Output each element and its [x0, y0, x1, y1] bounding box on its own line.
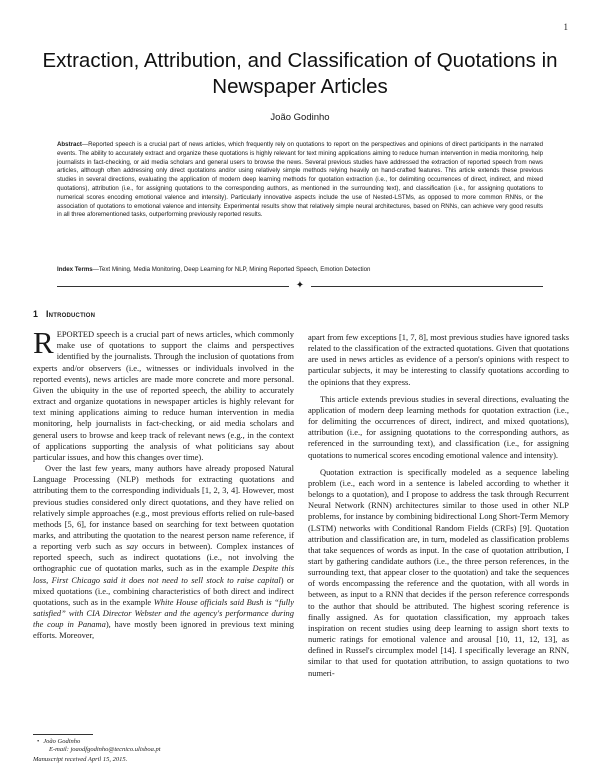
p2-part-b: occurs in between). Complex instances of reported speech, such as indirect quotations (i.e., not involving the orthographic cue of quotation marks, such as in the example: [33, 541, 294, 574]
right-column: [308, 332, 569, 679]
section-divider: [57, 281, 543, 293]
section-number: 1: [33, 309, 39, 319]
section-title: Introduction: [46, 309, 96, 319]
p2-part-d: ), have mostly been ignored in previous text mining efforts. Moreover,: [33, 619, 294, 641]
abstract: [57, 141, 543, 220]
paper-author: João Godinho: [270, 112, 330, 123]
footnote: [33, 738, 294, 764]
footnote-email: E-mail: joaodfgodinho@tecnico.ulisboa.pt: [49, 746, 161, 753]
footnote-rule: [33, 734, 93, 735]
index-terms-text: —Text Mining, Media Monitoring, Deep Learning for NLP, Mining Reported Speech, Emotion Detection: [92, 266, 371, 273]
right-paragraph-1: apart from few exceptions [1, 7, 8], most previous studies have ignored tasks related to the classification of the extracted quotations. Given that quotations are used in news articles as evidence of a person's opinions with respect to particular subjects, it may be interesting to classify quotations according to the opinions that they express.: [308, 332, 569, 387]
divider-diamond-icon: ✦: [295, 280, 305, 291]
footnote-author-name: João Godinho: [43, 738, 81, 745]
footnote-bullet-icon: •: [37, 738, 40, 745]
footnote-received: Manuscript received April 15, 2015.: [33, 756, 128, 763]
footnote-author-line: [33, 738, 294, 746]
intro-paragraph-1: [33, 325, 294, 463]
right-paragraph-2: This article extends previous studies in several directions, evaluating the application of modern deep learning methods for quotation extraction (i.e., for delimiting the occurrences of direct, indirect, and mixed quotations), attribution (i.e., for assigning quotations to the corresponding authors, as referenced in the surrounding text), and classification (i.e., for assigning quotations to numerical scores encoding emotional valence and intensity).: [308, 393, 569, 460]
page-number: 1: [563, 22, 568, 32]
dropcap-letter: R: [33, 325, 54, 361]
divider-line-left: [57, 286, 289, 287]
paper-title: Extraction, Attribution, and Classification of Quotations in Newspaper Articles: [42, 49, 558, 98]
p2-say-italic: say: [126, 541, 138, 552]
divider-line-right: [311, 286, 543, 287]
section-heading: [33, 309, 294, 320]
p2-part-a: Over the last few years, many authors have already proposed Natural Language Processing (NLP) methods for extracting quotations and attributing them to the corresponding individuals [1, 2, 3, 4]. However, most previous studies considered only direct quotations, and they have relied on relatively simple approaches (e.g., most previous efforts relied on rule-based methods [5, 6], for instance based on searching for text between quotation marks, and attributing the quotation to the nearest person name reference, if a reporting verb such as: [33, 463, 294, 552]
p2-part-c: ) or mixed quotations (i.e., combining characteristics of both direct and indirect quotations, such as in the example: [33, 574, 294, 607]
index-terms-label: Index Terms: [57, 266, 93, 273]
p2-example-2: White House officials said Bush is “fully satisfied” with CIA Director Webster and the agency's performance during the coup in Panama: [33, 596, 294, 630]
right-paragraph-3: Quotation extraction is specifically modeled as a sequence labeling problem (i.e., each word in a sentence is labeled according to whether it belongs to a quotation), and I propose to address the task through Recurrent Neural Network (RNN) architectures similar to those used in other NLP problems, for instance by combining bidirectional Long Short-Term Memory (LSTM) networks with Conditional Random Fields (CRFs) [9]. Quotation attribution and classification are, in turn, modeled as classification problems that take sequences of words as input. In the case of quotation attribution, I start by gathering candidate authors (i.e., the three person references, in the surrounding text, that appear closer to the quotation) and take the sequences of words encompassing the reference and the quotation, with all words in between, as input to a RNN that decides if the person reference corresponds to the author that should be attributed. The highest scoring reference is finally assigned. As for quotation classification, my approach takes inspiration on recent studies using deep learning to assign short texts to numeric ratings for emotional valence and arousal [10, 11, 12, 13], as defined in Russel's circumplex model [14]. I specifically leverage an RNN, similar to that used for quotation attribution, to assign quotations to two numeri-: [308, 466, 569, 678]
intro-paragraph-2: [33, 463, 294, 642]
left-column: [33, 309, 294, 642]
abstract-text: —Reported speech is a crucial part of news articles, which frequently rely on quotations to report on the perspectives and opinions of direct participants in the narrated events. The ability to accurately extract and organize these quotations is highly relevant for text mining applications aiming to reduce human intervention in media monitoring, help journalists in fact-checking, or aid media scholars and general users to browse the news. Several previous studies have addressed the extraction of reported speech from news articles, although often addressing only direct quotations and/or using relatively simple methods relying heavily on hand-crafted features. This article extends these previous studies in several directions, evaluating the application of modern deep learning methods for quotation extraction (i.e., for delimiting occurrences of direct, indirect, and mixed quotations), attribution (i.e., for assigning quotations to the corresponding authors, as mentioned in the surrounding text), and classification (i.e., for assigning quotations to numerical scores encoding emotional valence and intensity). Particularly innovative aspects include the use of Nested-LSTMs, as opposed to more common RNNs, or the association of quotations to emotional valence and intensity. Experimental results show that relatively simple neural architectures, based on RNNs, can achieve very good results in all three aforementioned tasks, outperforming previously reported results.: [57, 141, 543, 219]
dropcap-smallcaps: EPORTED: [56, 329, 95, 340]
p2-example-1: Despite this loss, First Chicago said it does not need to sell stock to raise capital: [33, 563, 294, 585]
index-terms: [57, 266, 543, 275]
intro-paragraph-1-text: speech is a crucial part of news articles, which commonly make use of quotations to support the claims and perspectives identified by the journalists. Through the inclusion of quotations from experts and/or observers (i.e., witnesses or individuals involved in the reported events), news articles are made more concrete and more personal. Given the ubiquity in the use of reported speech, the ability to accurately extract and organize quotations in newspaper articles is highly relevant for text mining applications aiming to reduce human intervention in media monitoring, help journalists in fact-checking, or aid media scholars and general users to browse and keep track of relevant news (e.g., in the context of applications supporting the analysis of what politicians say about particular issues, and how this changes over time).: [33, 329, 294, 462]
abstract-label: Abstract: [57, 141, 82, 148]
